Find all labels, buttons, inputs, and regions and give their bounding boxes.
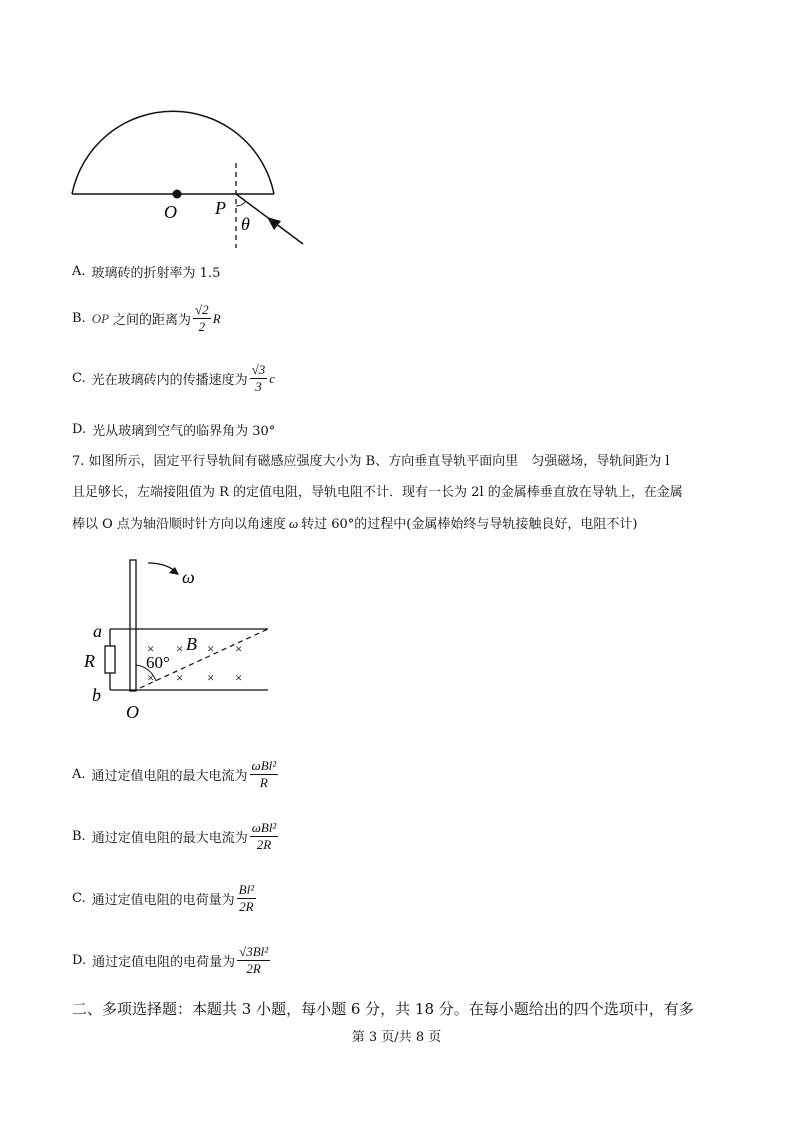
q7-option-b	[72, 820, 280, 853]
option-letter: C.	[72, 891, 86, 906]
option-letter: C.	[72, 371, 86, 386]
option-suffix: R	[212, 310, 221, 326]
option-suffix: c	[269, 370, 276, 386]
q6-option-a	[72, 262, 220, 281]
option-fraction	[193, 302, 211, 335]
option-text: 光从玻璃到空气的临界角为 30°	[92, 424, 276, 439]
label-R: R	[84, 651, 95, 671]
label-B: B	[186, 634, 197, 654]
label-a: a	[93, 621, 102, 641]
label-O: O	[126, 702, 139, 722]
q7-stem-line-3: 棒以 O 点为轴沿顺时针方向以角速度 ω 转过 60°的过程中(金属棒始终与导轨接触良好，电阻不计)	[72, 516, 638, 532]
fraction-numerator: √3	[251, 362, 266, 377]
svg-text:×: ×	[176, 641, 184, 656]
figure-rails-rotating-rod	[80, 555, 290, 725]
angle-arc	[236, 201, 246, 206]
option-fraction	[250, 820, 279, 853]
option-text: 通过定值电阻的最大电流为	[91, 831, 248, 846]
q7-stem-line-1: 7. 如图所示，固定平行导轨间有磁感应强度大小为 B、方向垂直导轨平面向里 匀强磁场，导轨间距为 l	[72, 454, 670, 469]
fraction-denominator: R	[259, 775, 268, 790]
q7-stem-line-2: 且足够长，左端接阻值为 R 的定值电阻，导轨电阻不计．现有一长为 2l 的金属棒垂直放在导轨上，在金属	[72, 485, 683, 500]
page-footer: 第 3 页/共 8 页	[351, 1030, 442, 1045]
fraction-denominator: 2R	[239, 899, 254, 914]
svg-text:×: ×	[147, 641, 155, 656]
option-letter: B.	[72, 829, 86, 844]
figure-semicircle-refraction	[60, 90, 320, 260]
option-text: 通过定值电阻的电荷量为	[92, 955, 236, 970]
option-letter: D.	[72, 422, 87, 437]
svg-text:×: ×	[207, 670, 215, 685]
fraction-numerator: √2	[195, 302, 209, 317]
label-theta: θ	[241, 214, 250, 234]
fraction-denominator: 2	[198, 319, 206, 334]
option-OP: OP	[91, 310, 110, 326]
option-letter: B.	[72, 311, 86, 326]
fraction-denominator: 2R	[246, 961, 261, 976]
svg-text:×: ×	[176, 670, 184, 685]
svg-text:×: ×	[207, 641, 215, 656]
fraction-denominator: 2R	[256, 837, 272, 852]
svg-text:×: ×	[235, 641, 243, 656]
section-heading-multiple-choice: 二、多项选择题：本题共 3 小题，每小题 6 分，共 18 分。在每小题给出的四个选项中，有多	[72, 1000, 694, 1018]
semicircle-arc	[72, 111, 274, 194]
metal-rod	[130, 560, 136, 691]
q6-option-b	[72, 302, 221, 335]
option-fraction	[237, 944, 270, 977]
rotation-arrow	[148, 563, 175, 571]
label-omega: ω	[182, 567, 195, 587]
omega-symbol: ω	[288, 516, 299, 531]
svg-text:×: ×	[235, 670, 243, 685]
label-P: P	[215, 198, 226, 218]
label-angle: 60°	[146, 653, 170, 672]
fraction-numerator: √3Bl²	[239, 944, 269, 959]
ray-arrowhead	[267, 217, 281, 230]
center-point-O	[173, 190, 182, 199]
option-fraction	[237, 882, 256, 915]
label-b: b	[92, 685, 101, 705]
option-text: 玻璃砖的折射率为 1.5	[91, 266, 221, 281]
q7-stem	[72, 446, 732, 540]
fraction-denominator: 3	[255, 379, 262, 394]
option-text: 通过定值电阻的最大电流为	[91, 769, 248, 784]
option-text: 光在玻璃砖内的传播速度为	[91, 373, 248, 388]
q7-option-d	[72, 944, 272, 977]
option-text: 之间的距离为	[113, 313, 192, 328]
svg-text:×: ×	[147, 670, 155, 685]
label-O: O	[164, 202, 177, 222]
q6-option-c	[72, 362, 275, 395]
q7-option-c	[72, 882, 258, 915]
option-fraction	[250, 362, 268, 395]
fraction-numerator: ωBl²	[251, 758, 277, 773]
fraction-numerator: Bl²	[238, 882, 255, 897]
q7-option-a	[72, 758, 280, 791]
option-letter: A.	[72, 767, 86, 782]
option-text: 通过定值电阻的电荷量为	[91, 893, 235, 908]
fraction-numerator: ωBl²	[251, 820, 277, 835]
q6-option-d	[72, 420, 275, 439]
option-letter: D.	[72, 953, 87, 968]
option-letter: A.	[72, 264, 86, 279]
resistor	[105, 646, 115, 673]
option-fraction	[250, 758, 279, 791]
